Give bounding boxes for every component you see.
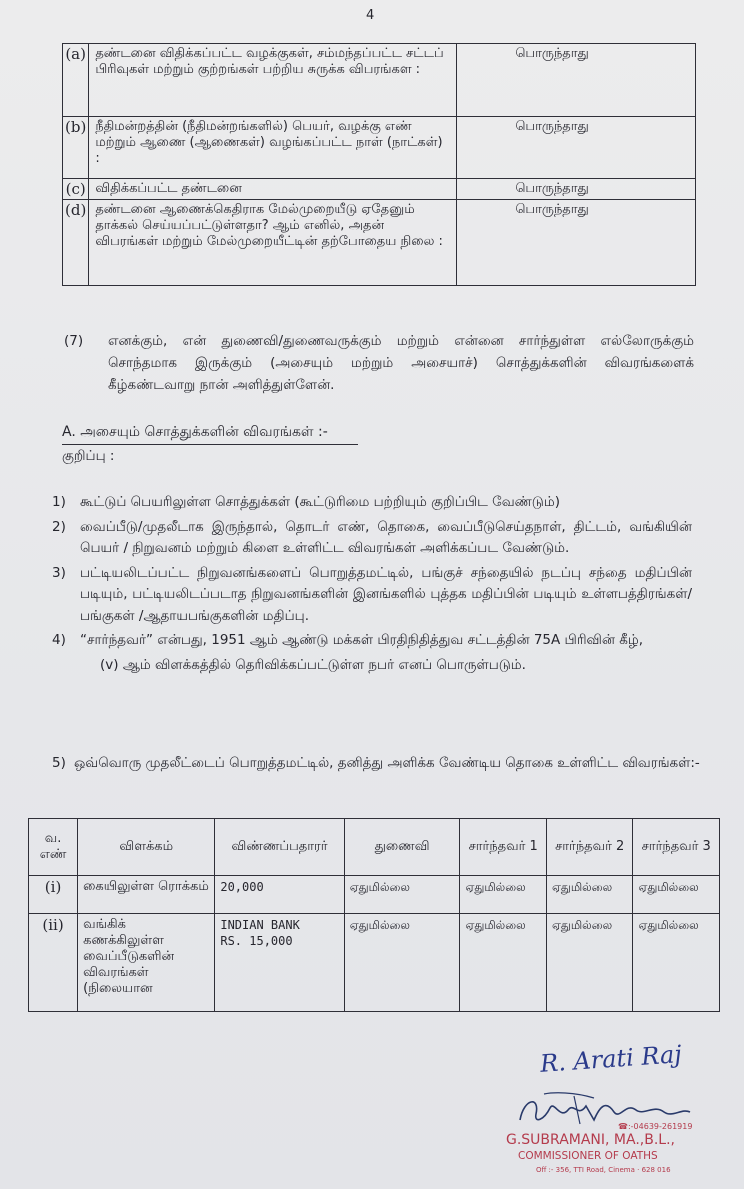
row-description: தண்டனை விதிக்கப்பட்ட வழக்குகள், சம்மந்தப்பட்ட சட்டப் பிரிவுகள் மற்றும் குற்றங்கள் பற்றிய சுருக்க விபரங்கள : <box>89 44 457 117</box>
list-item <box>52 492 692 514</box>
section-a-heading: A. அசையும் சொத்துக்களின் விவரங்கள் :- <box>62 424 358 445</box>
row-description: நீதிமன்றத்தின் (நீதிமன்றங்களில்) பெயர், வழக்கு எண் மற்றும் ஆணை (ஆணைகள்) வழங்கப்பட்ட நாள் (நாட்கள்) : <box>89 117 457 179</box>
cell-applicant <box>215 914 344 1012</box>
row-value: பொருந்தாது <box>457 179 696 200</box>
list-item <box>52 752 714 774</box>
header-applicant: விண்ணப்பதாரர் <box>215 819 344 876</box>
cell-dependent-1: ஏதுமில்லை <box>460 876 547 914</box>
cell-serial: (ii) <box>29 914 78 1012</box>
list-item <box>52 517 692 560</box>
cell-dependent-2: ஏதுமில்லை <box>546 876 633 914</box>
list-item <box>52 630 692 652</box>
list-item-text: வைப்பீடு/முதலீடாக இருந்தால், தொடர் எண், தொகை, வைப்பீடுசெய்தநாள், திட்டம், வங்கியின் பெயர் / நிறுவனம் மற்றும் கிளை உள்ளிட்ட விவரங்கள் அளிக்கப்பட வேண்டும். <box>80 518 692 556</box>
paragraph-number: (7) <box>64 333 84 349</box>
list-item-text: ஒவ்வொரு முதலீட்டைப் பொறுத்தமட்டில், தனித்து அளிக்க வேண்டிய தொகை உள்ளிட்ட விவரங்கள்:- <box>74 755 700 771</box>
list-item-continuation: (v) ஆம் விளக்கத்தில் தெரிவிக்கப்பட்டுள்ள நபர் எனப் பொருள்படும். <box>100 656 526 673</box>
table-row <box>63 200 696 286</box>
row-label: (b) <box>63 117 89 179</box>
list-item-number: 3) <box>52 564 66 581</box>
stamp-address: Off :- 356, TTI Road, Cinema · 628 016 <box>536 1166 671 1174</box>
notes-list <box>52 492 692 679</box>
movable-assets-table <box>28 818 720 1012</box>
row-description: தண்டனை ஆணைக்கெதிராக மேல்முறையீடு ஏதேனும் தாக்கல் செய்யப்பட்டுள்ளதா? ஆம் எனில், அதன் விபரங்கள் மற்றும் மேல்முறையீட்டின் தற்போதைய நிலை : <box>89 200 457 286</box>
cell-dependent-2: ஏதுமில்லை <box>546 914 633 1012</box>
list-item-text: பட்டியலிடப்பட்ட நிறுவனங்களைப் பொறுத்தமட்டில், பங்குச் சந்தையில் நடப்பு சந்தை மதிப்பின் படியும், பட்டியலிடப்படாத நிறுவனங்களின் இனங்களில் புத்தக மதிப்பின் படியும் உள்ளபத்திரங்கள்/பங்குகள் /ஆதாயபங்குகளின் மதிப்பு. <box>80 564 692 624</box>
list-item-number: 2) <box>52 518 66 535</box>
stamp-role: COMMISSIONER OF OATHS <box>518 1150 658 1162</box>
list-item-number: 5) <box>52 755 66 771</box>
list-item-text: கூட்டுப் பெயரிலுள்ள சொத்துக்கள் (கூட்டுரிமை பற்றியும் குறிப்பிட வேண்டும்) <box>80 494 560 510</box>
table-row <box>63 179 696 200</box>
conviction-details-table <box>62 43 696 286</box>
list-item-text: “சார்ந்தவர்” என்பது, 1951 ஆம் ஆண்டு மக்கள் பிரதிநிதித்துவ சட்டத்தின் 75A பிரிவின் கீழ், <box>80 632 644 648</box>
list-item <box>52 563 692 628</box>
cell-description: கையிலுள்ள ரொக்கம் <box>78 876 215 914</box>
cell-applicant-amount: RS. 15,000 <box>220 934 293 948</box>
cell-serial: (i) <box>29 876 78 914</box>
table-header-row <box>29 819 720 876</box>
stamp-name: G.SUBRAMANI, MA.,B.L., <box>506 1132 675 1148</box>
row-label: (d) <box>63 200 89 286</box>
cell-spouse: ஏதுமில்லை <box>344 914 460 1012</box>
header-dependent-1: சார்ந்தவர் 1 <box>460 819 547 876</box>
cell-dependent-3: ஏதுமில்லை <box>633 914 720 1012</box>
row-label: (c) <box>63 179 89 200</box>
row-value: பொருந்தாது <box>457 44 696 117</box>
header-dependent-3: சார்ந்தவர் 3 <box>633 819 720 876</box>
header-description: விளக்கம் <box>78 819 215 876</box>
row-value: பொருந்தாது <box>457 200 696 286</box>
row-value: பொருந்தாது <box>457 117 696 179</box>
table-row <box>63 44 696 117</box>
cell-dependent-1: ஏதுமில்லை <box>460 914 547 1012</box>
paragraph-text: எனக்கும், என் துணைவி/துணைவருக்கும் மற்றும் என்னை சார்ந்துள்ள எல்லோருக்கும் சொந்தமாக இருக்கும் (அசையும் மற்றும் அசையாச்) சொத்துக்களின் விவரங்களைக் கீழ்கண்டவாறு நான் அளித்துள்ளேன். <box>108 333 694 393</box>
cell-dependent-3: ஏதுமில்லை <box>633 876 720 914</box>
table-row <box>29 876 720 914</box>
note-label: குறிப்பு : <box>62 448 115 464</box>
list-item-number: 4) <box>52 632 66 648</box>
paragraph-7 <box>64 330 694 396</box>
row-label: (a) <box>63 44 89 117</box>
list-item-number: 1) <box>52 494 66 510</box>
stamp-phone: ☎:-04639-261919 <box>618 1122 693 1131</box>
page-number: 4 <box>366 8 375 23</box>
applicant-signature: R. Arati Raj <box>539 1040 683 1078</box>
cell-description: வங்கிக் கணக்கிலுள்ள வைப்பீடுகளின் விவரங்கள் (நிலையான <box>78 914 215 1012</box>
header-serial: வ. எண் <box>29 819 78 876</box>
table-row <box>63 117 696 179</box>
cell-spouse: ஏதுமில்லை <box>344 876 460 914</box>
header-dependent-2: சார்ந்தவர் 2 <box>546 819 633 876</box>
cell-applicant-bank: INDIAN BANK <box>220 918 300 932</box>
cell-applicant: 20,000 <box>215 876 344 914</box>
row-description: விதிக்கப்பட்ட தண்டனை <box>89 179 457 200</box>
header-spouse: துணைவி <box>344 819 460 876</box>
table-row <box>29 914 720 1012</box>
